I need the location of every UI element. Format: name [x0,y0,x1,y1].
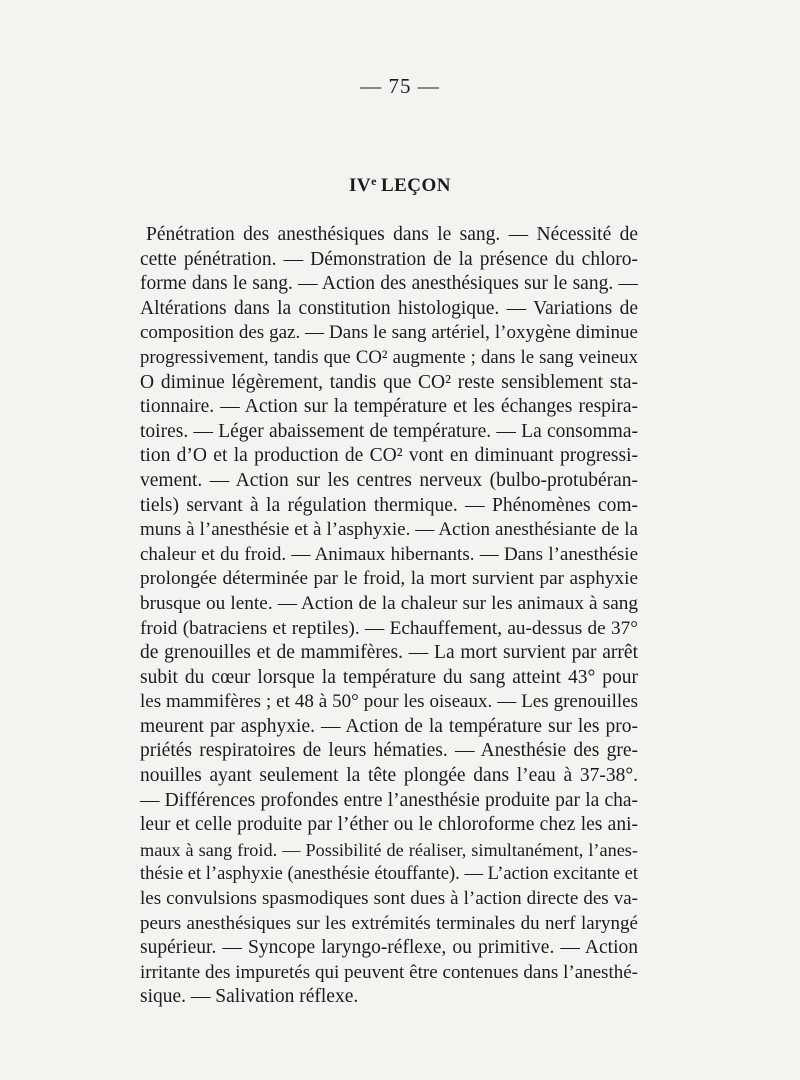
text-line: supérieur. — Syncope laryngo-réflexe, ou primitive. — Action [140,937,638,959]
text-line: toires. — Léger abaissement de température. — La consomma- [140,420,638,442]
text-line: Altérations dans la constitution histologique. — Variations de [140,297,638,319]
text-line: de grenouilles et de mammifères. — La mort survient par arrêt [140,642,638,664]
text-line: maux à sang froid. — Possibilité de réaliser, simultanément, l’anes- [140,839,638,860]
text-line: priétés respiratoires de leurs hématies. — Anesthésie des gre- [140,740,638,762]
text-line: chaleur et du froid. — Animaux hibernants. — Dans l’anesthésie [140,543,638,565]
lesson-word: LEÇON [380,175,452,196]
text-line: muns à l’anesthésie et à l’asphyxie. — Action anesthésiante de la [140,519,638,541]
text-line: tion d’O et la production de CO² vont en diminuant progressi- [140,445,638,467]
text-line: froid (batraciens et reptiles). — Echauffement, au-dessus de 37° [140,617,638,639]
text-line: irritante des impuretés qui peuvent être contenues dans l’anesthé- [140,961,638,983]
lesson-ordinal-suffix: e [371,174,377,188]
text-line: leur et celle produite par l’éther ou le chloroforme chez les ani- [140,814,638,836]
lesson-summary [140,223,638,1010]
text-line: tionnaire. — Action sur la température et les échanges respira- [140,396,638,418]
text-line: composition des gaz. — Dans le sang artériel, l’oxygène diminue [140,322,638,344]
text-line: forme dans le sang. — Action des anesthésiques sur le sang. — [140,273,638,295]
text-line: Pénétration des anesthésiques dans le sang. — Nécessité de [146,224,638,245]
text-line: sique. — Salivation réflexe. [140,986,359,1008]
text-line: progressivement, tandis que CO² augmente ; dans le sang veineux [140,346,638,368]
text-line: tiels) servant à la régulation thermique. — Phénomènes com- [140,494,638,516]
text-line: — Différences profondes entre l’anesthésie produite par la cha- [140,789,638,811]
text-line: nouilles ayant seulement la tête plongée dans l’eau à 37-38°. [140,765,638,787]
text-line: les mammifères ; et 48 à 50° pour les oiseaux. — Les grenouilles [140,691,638,713]
text-line: peurs anesthésiques sur les extrémités terminales du nerf laryngé [140,912,638,934]
lesson-title [0,174,800,197]
text-line: brusque ou lente. — Action de la chaleur sur les animaux à sang [140,592,638,614]
lesson-roman-numeral: IV [348,175,372,196]
text-line: prolongée déterminée par le froid, la mort survient par asphyxie [140,568,638,590]
text-line: cette pénétration. — Démonstration de la présence du chloro- [140,248,638,270]
text-line: thésie et l’asphyxie (anesthésie étouffante). — L’action excitante et [140,864,638,885]
text-line: subit du cœur lorsque la température du sang atteint 43° pour [140,666,638,688]
text-line: les convulsions spasmodiques sont dues à l’action directe des va- [140,888,638,910]
text-line: meurent par asphyxie. — Action de la température sur les pro- [140,715,638,737]
text-line: O diminue légèrement, tandis que CO² reste sensiblement sta- [140,371,638,393]
page-number: — 75 — [360,74,440,98]
text-line: vement. — Action sur les centres nerveux (bulbo-protubéran- [140,469,638,491]
